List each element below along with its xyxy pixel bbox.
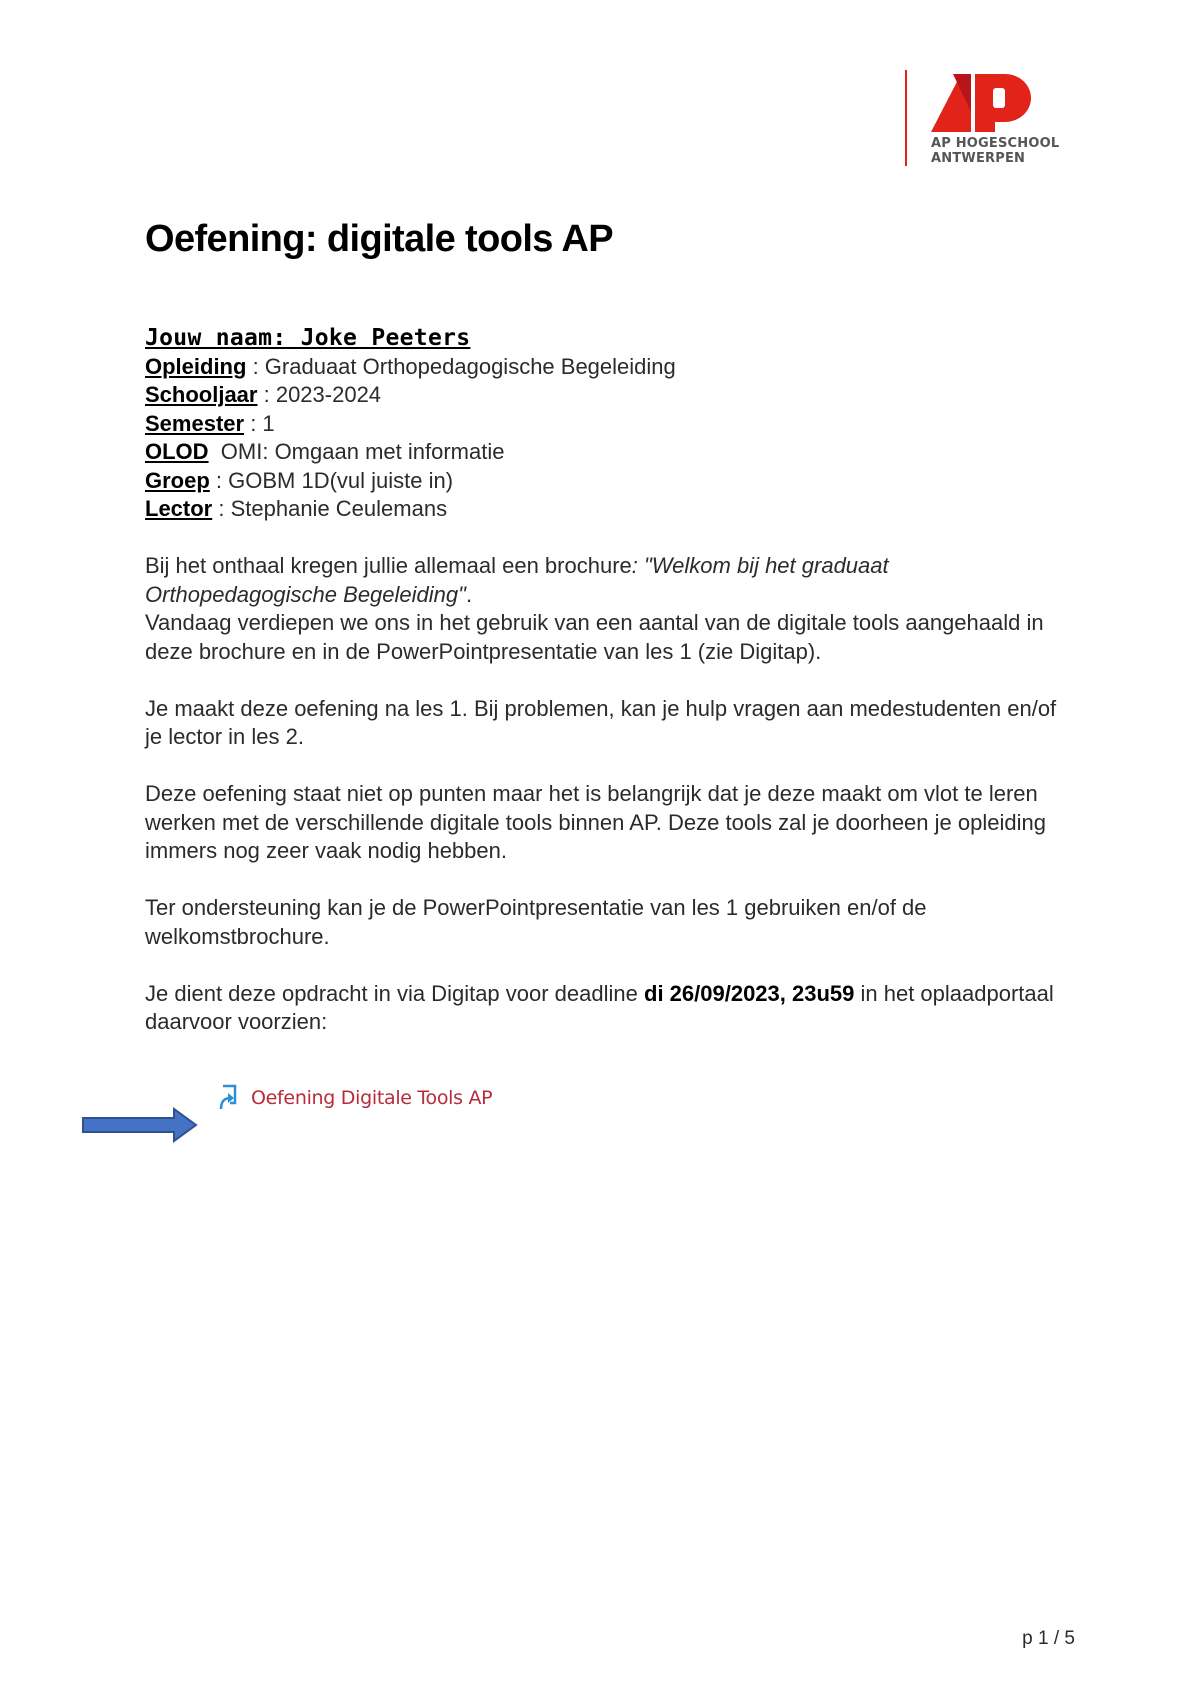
assignment-link-label[interactable]: Oefening Digitale Tools AP (251, 1087, 493, 1109)
meta-key: Schooljaar (145, 382, 258, 407)
paragraph-3: Deze oefening staat niet op punten maar het is belangrijk dat je deze maakt om vlot te leren werken met de verschillende digitale tools binnen AP. Deze tools zal je doorheen je opleiding immers nog zeer vaak nodig hebben. (145, 781, 1046, 863)
logo-text (931, 136, 1059, 166)
meta-key: Opleiding (145, 353, 247, 379)
student-name: Jouw naam: Joke Peeters (145, 325, 471, 351)
meta-row-olod (145, 438, 676, 467)
meta-info (145, 324, 676, 524)
meta-row-opleiding: Opleiding : Graduaat Orthopedagogische Begeleiding (145, 353, 676, 379)
deadline: di 26/09/2023, 23u59 (644, 980, 855, 1006)
right-arrow-icon (82, 1107, 198, 1143)
logo-line-2: ANTWERPEN (931, 151, 1026, 166)
paragraph-4: Ter ondersteuning kan je de PowerPointpresentatie van les 1 gebruiken en/of de welkomstbrochure. (145, 895, 927, 949)
logo-divider (905, 70, 907, 166)
meta-value: Stephanie Ceulemans (230, 496, 448, 521)
body-text (145, 552, 1075, 1065)
ap-logo-icon (931, 72, 1041, 136)
meta-key: Lector (145, 496, 213, 521)
meta-row-schooljaar: Schooljaar : 2023-2024 (145, 382, 382, 407)
meta-key: Semester (145, 410, 245, 436)
meta-row-lector: Lector : Stephanie Ceulemans (145, 496, 448, 521)
meta-value: Graduaat Orthopedagogische Begeleiding (264, 353, 676, 379)
meta-key: OLOD (145, 439, 209, 464)
brochure-title: : "Welkom bij het graduaat Orthopedagogische Begeleiding" (145, 553, 889, 607)
page-number: p 1 / 5 (1022, 1628, 1075, 1649)
paragraph-2: Je maakt deze oefening na les 1. Bij problemen, kan je hulp vragen aan medestudenten en/of je lector in les 2. (145, 695, 1057, 749)
ap-logo (905, 70, 1075, 168)
paragraph-1: Bij het onthaal kregen jullie allemaal een brochure: "Welkom bij het graduaat Orthopedagogische Begeleiding". Vandaag verdiepen we ons in het gebruik van een aantal van de digitale tools aangehaald in deze brochure en in de PowerPointpresentatie van les 1 (zie Digitap). (145, 553, 1044, 664)
meta-key: Groep (145, 467, 210, 493)
assignment-icon (217, 1083, 239, 1113)
meta-value: 1 (262, 410, 275, 436)
meta-value: OMI: Omgaan met informatie (220, 439, 505, 464)
meta-value: 2023-2024 (275, 382, 382, 407)
meta-value: GOBM 1D(vul juiste in) (228, 467, 454, 493)
logo-line-1: AP HOGESCHOOL (931, 136, 1060, 151)
assignment-link[interactable] (217, 1083, 492, 1113)
page-title: Oefening: digitale tools AP (145, 218, 613, 260)
meta-row-semester: Semester : 1 (145, 410, 275, 436)
paragraph-5: Je dient deze opdracht in via Digitap voor deadline di 26/09/2023, 23u59 in het oplaadportaal daarvoor voorzien: (145, 980, 1054, 1034)
meta-row-groep: Groep : GOBM 1D(vul juiste in) (145, 467, 454, 493)
